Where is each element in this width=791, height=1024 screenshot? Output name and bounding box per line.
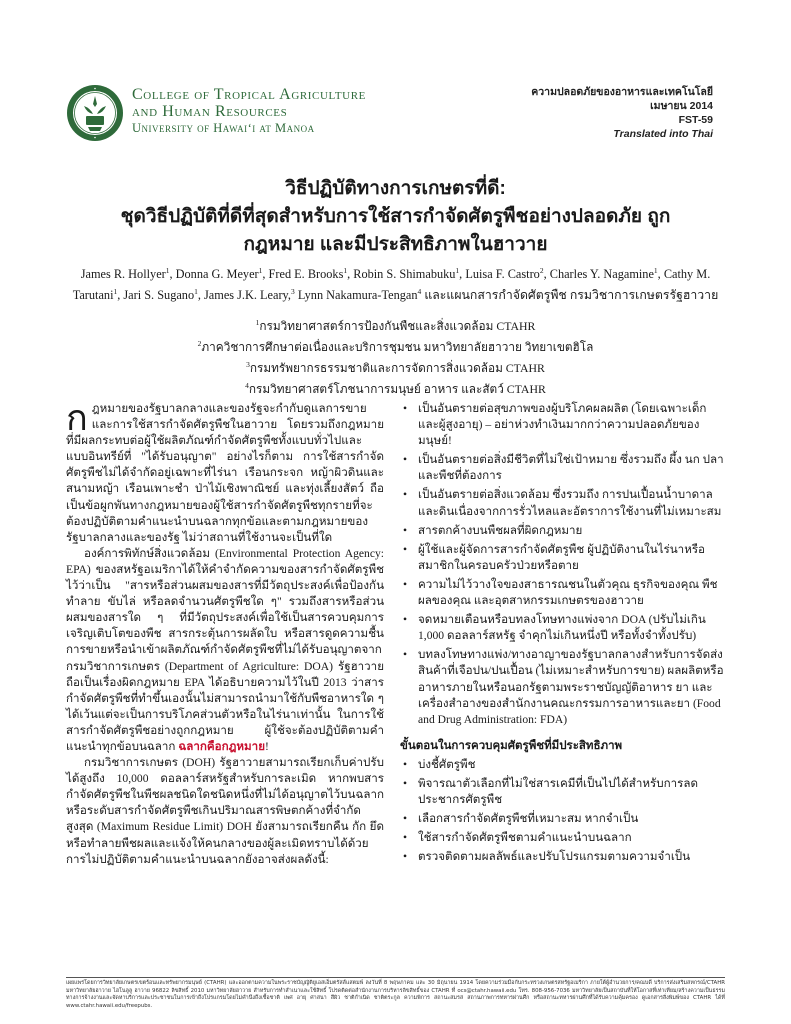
footer-text: เผยแพร่โดยการวิทยาลัยเกษตรเขตร้อนและทรัพยากรมนุษย์ (CTAHR) และออกตามความในพระราชบัญญัติยูเอสเอ็มตรัสส์แสตมพ์ ลงวันที่ 8 พฤษภาคม และ 30 มิถุนายน 1914 โดยความร่วมมือกับกระทรวงเกษตรสหรัฐอเมริกา ภายใต้ผู้อำนวยการ/คณบดี บริการส่งเสริมสหกรณ์/CTAHR มหาวิทยาลัยฮาวาย ไฮโนลูลู ฮาวาย 96822 ลิขสิทธิ์ 2010 มหาวิทยาลัยฮาวาย สำหรับการทำสำเนาและใช้สิทธิ์ โปรดติดต่อสำนักงานการบริหารลิขสิทธิ์ของ CTAHR ที่ ocs@ctahr.hawaii.edu โทร. 808-956-7036 มหาวิทยาลัยเป็นสถาบันที่ให้โอกาสที่เท่าเทียม/สร้างความเป็นธรรมทางการจ้างงานและจัดหาบริการและประชาชนในการเข้าถึงโปรแกรมโดยไม่คำนึงถึงเชื้อชาติ เพศ อายุ ศาสนา สีผิว ชาติกำเนิด ชาติตระกูล ความพิการ สถานะสมรส สถานภาพการทหารผ่านศึก หรือสถานะทหารผ่านศึกที่ได้รับความคุ้มครอง ดูเอกสารสิ่งพิมพ์ของ CTAHR ได้ที่ www.ctahr.hawaii.edu/freepubs. xyxy=(66,980,725,1009)
translation-note: Translated into Thai xyxy=(613,128,713,140)
right-column xyxy=(400,401,726,868)
list-item: • ใช้สารกำจัดศัตรูพืชตามคำแนะนำบนฉลาก xyxy=(400,830,726,846)
college-line-1: College of Tropical Agriculture xyxy=(132,86,366,103)
list-item: • เลือกสารกำจัดศัตรูพืชที่เหมาะสม หากจำเป็น xyxy=(400,811,726,827)
list-item: • จดหมายเตือนหรือบทลงโทษทางแพ่งจาก DOA (ปรับไม่เกิน 1,000 ดอลลาร์สหรัฐ จำคุกไม่เกินหนึ่งปี หรือทั้งจำทั้งปรับ) xyxy=(400,612,726,644)
author: Lynn Nakamura-Tengan$^4$ xyxy=(297,287,422,303)
publication-code: FST-59 xyxy=(678,114,713,126)
author-list: James R. Hollyer$^1$, Donna G. Meyer$^1$, Fred E. Brooks$^1$, Robin S. Shimabuku$^1$, Luisa F. Castro$^2$, Charles Y. Nagamine$^1$, Cathy M. Tarutani$^1$, Jari S. Sugano$^1$, James J.K. Leary,$^3$ Lynn Nakamura-Tengan$^4$ และแผนกสารกำจัดศัตรูพืช กรมวิชาการเกษตรรัฐฮาวาย xyxy=(72,266,719,303)
author-suffix: และแผนกสารกำจัดศัตรูพืช กรมวิชาการเกษตรรัฐฮาวาย xyxy=(424,288,719,303)
affiliation: $^4$กรมวิทยาศาสตร์โภชนาการมนุษย์ อาหาร และสัตว์ CTAHR xyxy=(245,380,546,396)
consequence-list xyxy=(400,401,726,728)
drop-cap: ก xyxy=(66,398,88,438)
section-heading: ขั้นตอนในการควบคุมศัตรูพืชที่มีประสิทธิภาพ xyxy=(400,739,623,752)
publication-meta xyxy=(531,85,713,141)
affiliation: $^2$ภาควิชาการศึกษาต่อเนื่องและบริการชุมชน มหาวิทยาลัยฮาวาย วิทยาเขตฮิโล xyxy=(197,338,594,354)
list-item: • เป็นอันตรายต่อสิ่งแวดล้อม ซึ่งรวมถึง การปนเปื้อนน้ำบาดาลและดินเนื่องจากการรั่วไหลและอัตราการใช้งานที่ไม่เหมาะสม xyxy=(400,487,726,519)
author: Cathy M. Tarutani$^1$ xyxy=(72,267,711,303)
series-name: ความปลอดภัยของอาหารและเทคโนโลยี xyxy=(531,86,713,98)
affiliation-list xyxy=(66,314,725,398)
list-item: • ผู้ใช้และผู้จัดการสารกำจัดศัตรูพืช ผู้ปฏิบัติงานในไร่นาหรือสมาชิกในครอบครัวป่วยหรือตาย xyxy=(400,542,726,574)
list-item: • ความไม่ไว้วางใจของสาธารณชนในตัวคุณ ธุรกิจของคุณ พืชผลของคุณ และอุตสาหกรรมเกษตรของฮาวาย xyxy=(400,577,726,609)
title-line-1: วิธีปฏิบัติทางการเกษตรที่ดี: xyxy=(285,178,506,199)
author: James R. Hollyer$^1$ xyxy=(80,266,170,282)
list-item: • ตรวจติดตามผลลัพธ์และปรับโปรแกรมตามความจำเป็น xyxy=(400,849,726,865)
list-item: • พิจารณาตัวเลือกที่ไม่ใช่สารเคมีที่เป็นไปได้สำหรับการลดประชากรศัตรูพืช xyxy=(400,776,726,808)
college-line-2: and Human Resources xyxy=(132,103,288,120)
author: Donna G. Meyer$^1$ xyxy=(175,266,263,282)
paragraph-epa: องค์การพิทักษ์สิ่งแวดล้อม (Environmental Protection Agency: EPA) ของสหรัฐอเมริกาได้ให้คำจำกัดความของสารกำจัดศัตรูพืชไว้ว่าเป็น "สารหรือส่วนผสมของสารที่มีวัตถุประสงค์เพื่อป้องกัน ทำลาย ขับไล่ หรือลดจำนวนศัตรูพืชใด ๆ" รวมถึงสารหรือส่วนผสมของสารใด ๆ ที่มีวัตถุประสงค์เพื่อใช้เป็นสารควบคุมการเจริญเติบโตของพืช สารกระตุ้นการผลัดใบ หรือสารดูดความชื้น การขายหรือนำเข้าผลิตภัณฑ์กำจัดศัตรูพืชที่ไม่ได้รับอนุญาตจากกรมวิชาการเกษตร (Department of Agriculture: DOA) รัฐฮาวายถือเป็นเรื่องผิดกฎหมาย EPA ได้อธิบายความไว้ในปี 2013 ว่าสารกำจัดศัตรูพืชที่ทำขึ้นเองนั้นไม่สามารถนำมาใช้กับพืชอาหารใด ๆ ได้เว้นแต่จะเป็นการบริโภคส่วนตัวหรือในไร่นาเท่านั้น ในการใช้สารกำจัดศัตรูพืชอย่างถูกกฎหมาย ผู้ใช้จะต้องปฏิบัติตามคำแนะนำทุกข้อบนฉลาก ฉลากคือกฎหมาย! xyxy=(66,546,384,753)
title-line-2: ชุดวิธีปฏิบัติที่ดีที่สุดสำหรับการใช้สารกำจัดศัตรูพืชอย่างปลอดภัย ถูก xyxy=(120,206,671,227)
publication-date: เมษายน 2014 xyxy=(650,100,713,112)
list-item: • เป็นอันตรายต่อสุขภาพของผู้บริโภคผลผลิต (โดยเฉพาะเด็กและผู้สูงอายุ) – อย่าห่วงทำเงินมากกว่าความปลอดภัยของมนุษย์! xyxy=(400,401,726,449)
list-item: • เป็นอันตรายต่อสิ่งมีชีวิตที่ไม่ใช่เป้าหมาย ซึ่งรวมถึง ผึ้ง นก ปลา และพืชที่ต้องการ xyxy=(400,452,726,484)
author: Robin S. Shimabuku$^1$ xyxy=(353,266,460,282)
list-item: • บ่งชี้ศัตรูพืช xyxy=(400,757,726,773)
author: James J.K. Leary,$^3$ xyxy=(204,287,295,303)
author: Luisa F. Castro$^2$ xyxy=(465,266,544,282)
university-seal-logo xyxy=(66,84,124,142)
affiliation: $^3$กรมทรัพยากรธรรมชาติและการจัดการสิ่งแวดล้อม CTAHR xyxy=(246,359,545,375)
paragraph-intro: กฎหมายของรัฐบาลกลางและของรัฐจะกำกับดูแลการขายและการใช้สารกำจัดศัตรูพืชในฮาวาย โดยรวมถึงกฎหมายที่มีผลกระทบต่อผู้ใช้ผลิตภัณฑ์กำจัดศัตรูพืชทั้งแบบทั่วไปและแบบอินทรีย์ที่ "ได้รับอนุญาต" อย่างไรก็ตาม การใช้สารกำจัดศัตรูพืชไม่ได้จำกัดอยู่เฉพาะที่ไร่นา เรือนกระจก หญ้าผิวดินและสนามหญ้า เรือนเพาะชำ ป่าไม้เชิงพาณิชย์ และทุ่งเลี้ยงสัตว์ ถือเป็นข้อผูกพันทางกฎหมายของผู้ใช้สารกำจัดศัตรูพืชทุกรายที่จะต้องปฏิบัติตามคำแนะนำบนฉลากทุกข้อและตามกฎหมายของรัฐบาลกลางและของรัฐ ไม่ว่าสถานที่ใช้งานจะเป็นที่ใด xyxy=(66,398,384,544)
list-item: • สารตกค้างบนพืชผลที่ผิดกฎหมาย xyxy=(400,523,726,539)
footer-divider xyxy=(66,977,725,978)
paragraph-doh: กรมวิชาการเกษตร (DOH) รัฐฮาวายสามารถเรียกเก็บค่าปรับได้สูงถึง 10,000 ดอลลาร์สหรัฐสำหรับการละเมิด หากพบสารกำจัดศัตรูพืชในพืชผลชนิดใดชนิดหนึ่งที่ไม่ได้อนุญาตไว้บนฉลาก หรือระดับสารกำจัดศัตรูพืชเกินปริมาณสารพิษตกค้างที่จำกัดสูงสุด (Maximum Residue Limit) DOH ยังสามารถเรียกคืน กัก ยึด หรือทำลายพืชผลและแจ้งให้คนกลางของผู้ละเมิดทราบได้ด้วย การไม่ปฏิบัติตามคำแนะนำบนฉลากยังอาจส่งผลดังนี้: xyxy=(66,756,384,866)
university-name: University of Hawai‘i at Manoa xyxy=(132,121,315,135)
author: Fred E. Brooks$^1$ xyxy=(268,266,348,282)
author: Charles Y. Nagamine$^1$ xyxy=(549,266,658,282)
document-title xyxy=(60,175,731,259)
steps-list xyxy=(400,757,726,866)
list-item: • บทลงโทษทางแพ่ง/ทางอาญาของรัฐบาลกลางสำหรับการจัดส่งสินค้าที่เจือปน/ปนเปื้อน (ไม่เหมาะสำหรับการขาย) ผลผลิตหรืออาหารภายในหรือนอกรัฐตามพระราชบัญญัติอาหาร ยา และเครื่องสำอางของสำนักงานคณะกรรมการอาหารและยา (Food and Drug Administration: FDA) xyxy=(400,647,726,727)
title-line-3: กฎหมาย และมีประสิทธิภาพในฮาวาย xyxy=(243,234,548,255)
left-column xyxy=(66,398,384,868)
college-name xyxy=(132,86,432,137)
author: Jari S. Sugano$^1$ xyxy=(123,287,198,303)
affiliation: $^1$กรมวิทยาศาสตร์การป้องกันพืชและสิ่งแวดล้อม CTAHR xyxy=(255,318,536,333)
label-is-law-highlight: ฉลากคือกฎหมาย xyxy=(178,739,265,753)
